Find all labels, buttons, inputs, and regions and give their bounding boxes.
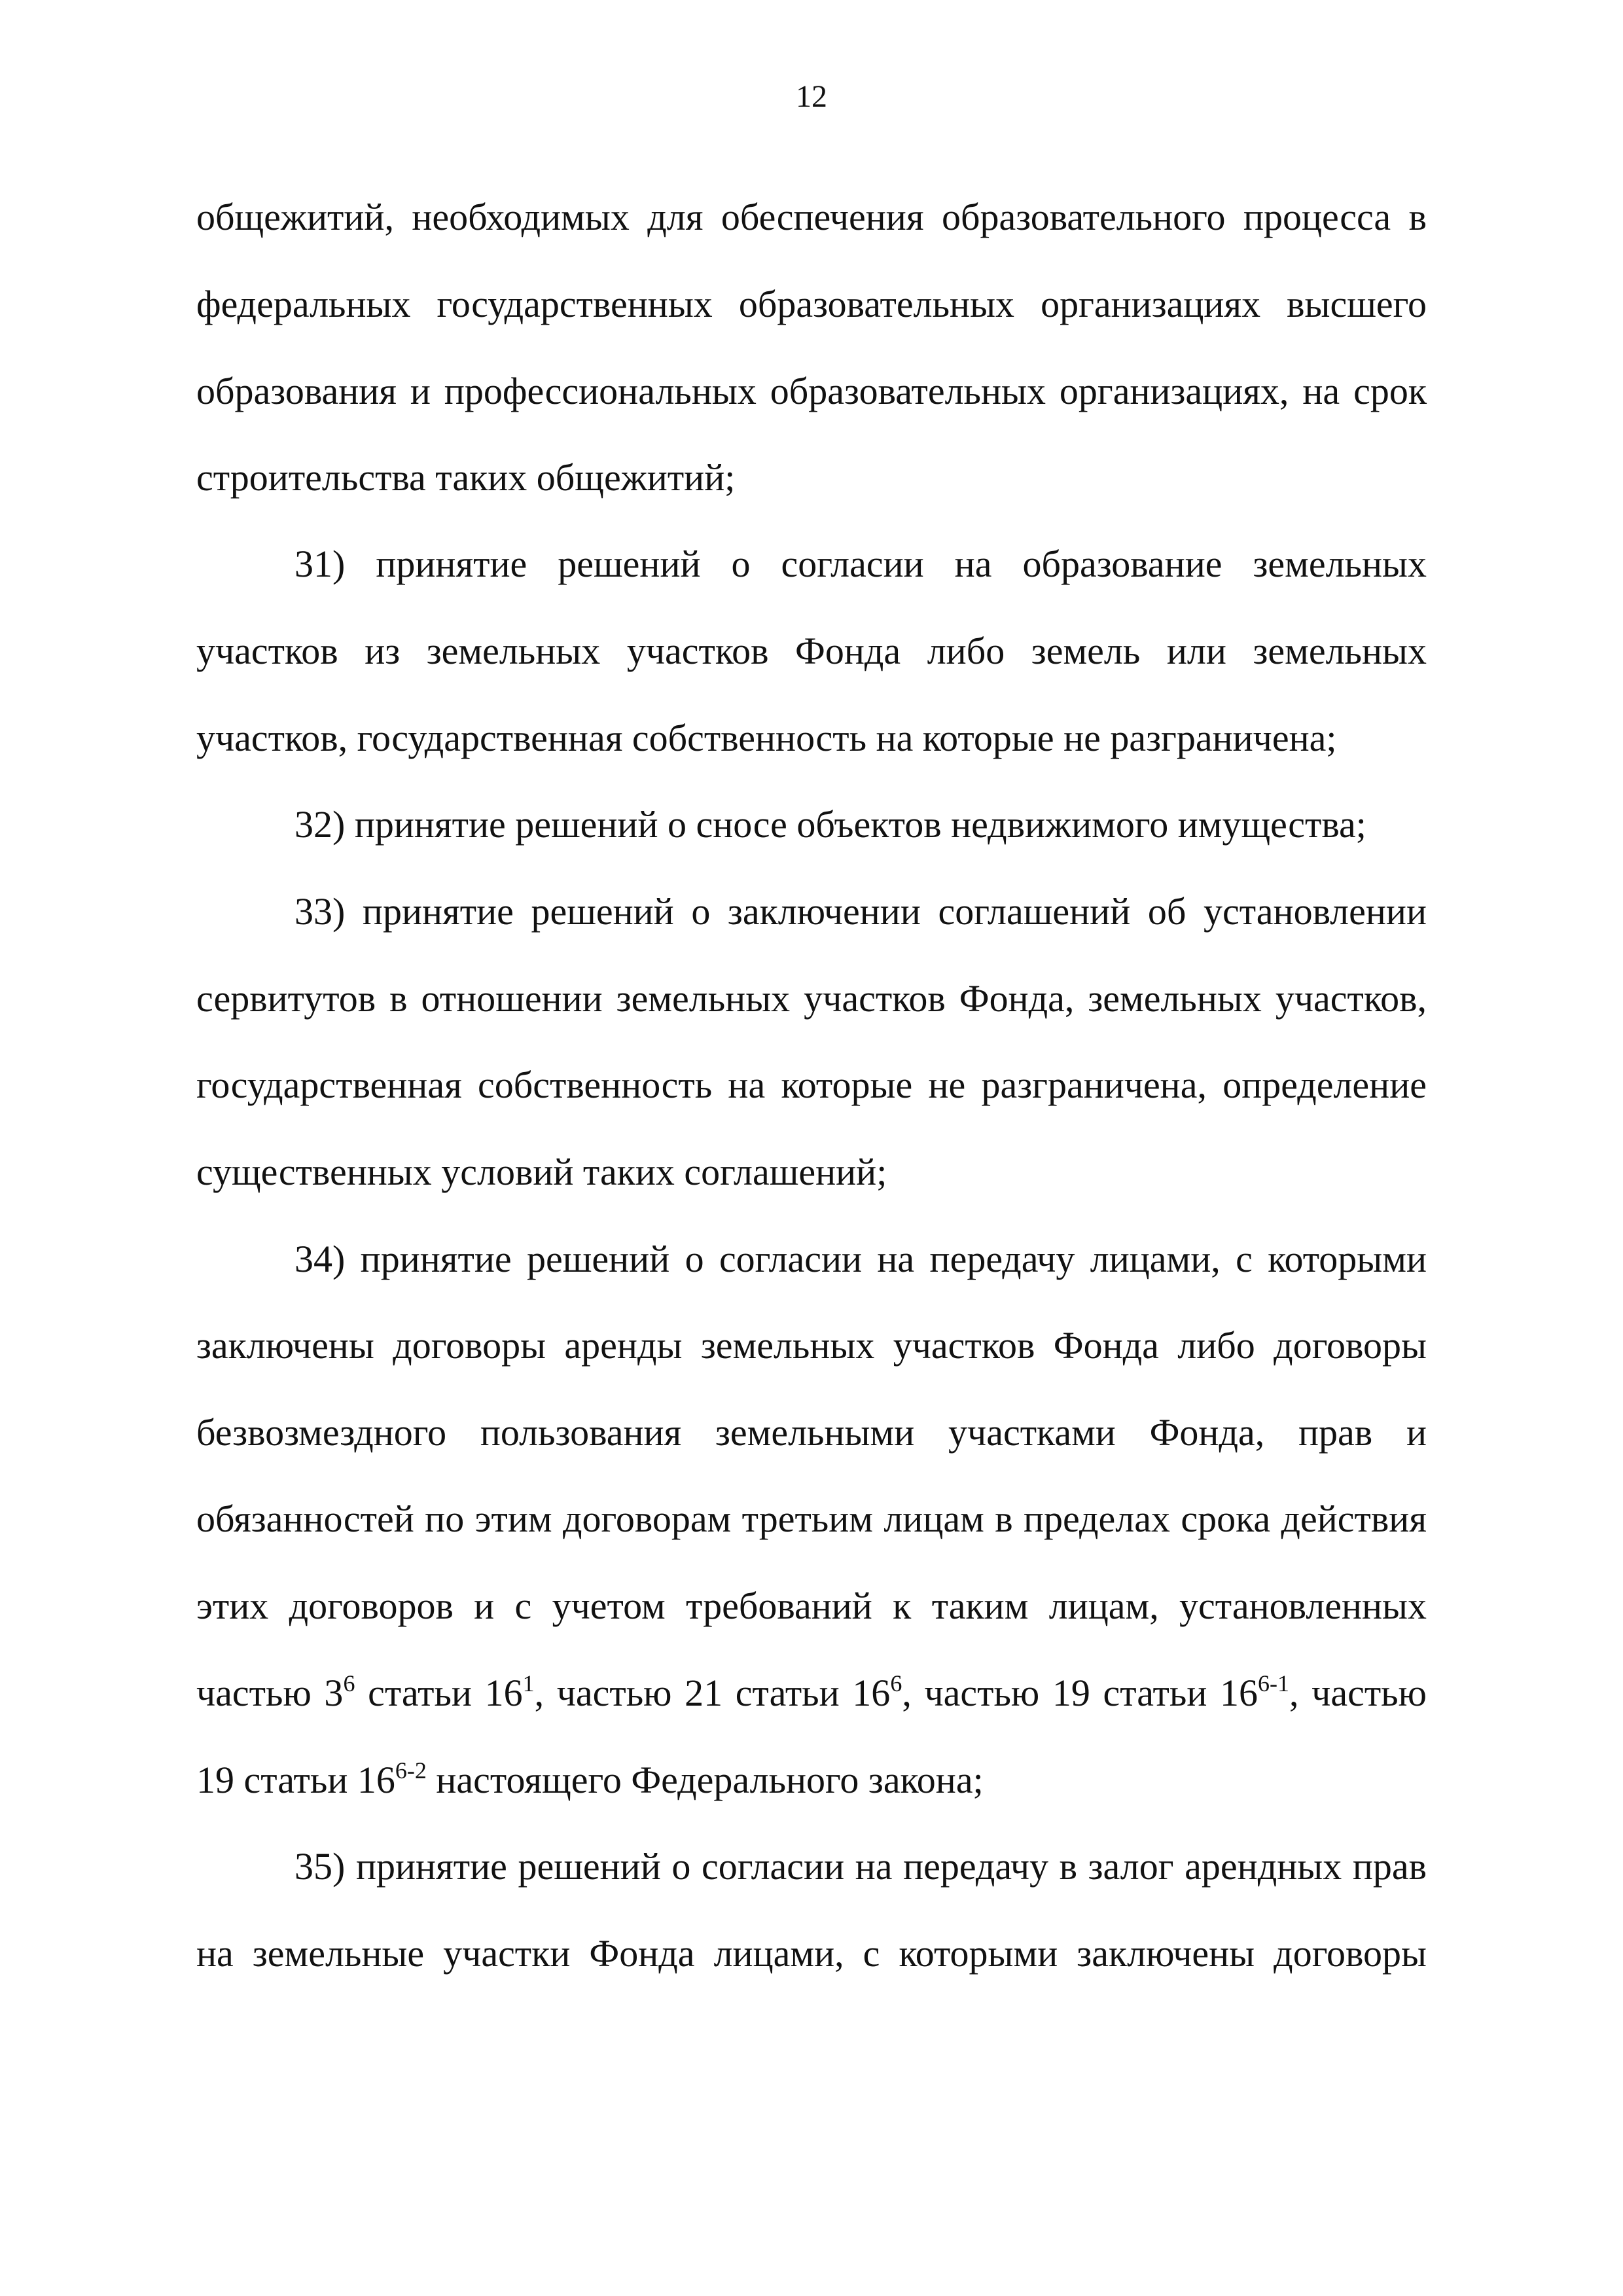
text-line: государственная собственность на которые не разграничена, определение (196, 1064, 1427, 1106)
paragraph-31-line: 31) принятие решений о согласии на образование земельных (294, 543, 1427, 585)
text-line: участков из земельных участков Фонда либо земель или земельных (196, 630, 1427, 672)
paragraph-32-line: 32) принятие решений о сносе объектов недвижимого имущества; (294, 803, 1366, 846)
superscript: 6-1 (1258, 1670, 1290, 1696)
text-line: общежитий, необходимых для обеспечения образовательного процесса в (196, 196, 1427, 238)
text-segment: частью 3 (196, 1672, 344, 1714)
paragraph-33-line: 33) принятие решений о заключении соглашений об установлении (294, 890, 1427, 933)
text-line: обязанностей по этим договорам третьим лицам в пределах срока действия (196, 1498, 1427, 1540)
superscript: 6 (343, 1670, 355, 1696)
text-line-with-superscripts (196, 1754, 1427, 1806)
text-line: на земельные участки Фонда лицами, с которыми заключены договоры (196, 1932, 1427, 1975)
text-segment: , частью 21 статьи 16 (534, 1672, 891, 1714)
paragraph-35-line: 35) принятие решений о согласии на передачу в залог арендных прав (294, 1845, 1427, 1888)
text-line: строительства таких общежитий; (196, 456, 736, 499)
superscript: 1 (522, 1670, 535, 1696)
text-line: заключены договоры аренды земельных участков Фонда либо договоры (196, 1324, 1427, 1367)
page-number: 12 (796, 79, 827, 114)
superscript: 6-2 (395, 1757, 427, 1784)
text-segment: статьи 16 (355, 1672, 523, 1714)
text-segment: , частью 19 статьи 16 (902, 1672, 1258, 1714)
text-line: образования и профессиональных образовательных организациях, на срок (196, 370, 1427, 412)
text-segment: настоящего Федерального закона; (426, 1759, 984, 1801)
text-line: федеральных государственных образовательных организациях высшего (196, 283, 1427, 325)
text-segment: , частью (1289, 1672, 1427, 1714)
text-segment: 19 статьи 16 (196, 1759, 395, 1801)
text-line: существенных условий таких соглашений; (196, 1151, 887, 1193)
paragraph-34-line: 34) принятие решений о согласии на передачу лицами, с которыми (294, 1238, 1427, 1280)
text-line: участков, государственная собственность на которые не разграничена; (196, 717, 1337, 759)
text-line: этих договоров и с учетом требований к таким лицам, установленных (196, 1585, 1427, 1627)
text-line: безвозмездного пользования земельными участками Фонда, прав и (196, 1411, 1427, 1454)
text-line-with-superscripts (196, 1667, 1427, 1719)
superscript: 6 (890, 1670, 902, 1696)
text-line: сервитутов в отношении земельных участков Фонда, земельных участков, (196, 977, 1427, 1020)
